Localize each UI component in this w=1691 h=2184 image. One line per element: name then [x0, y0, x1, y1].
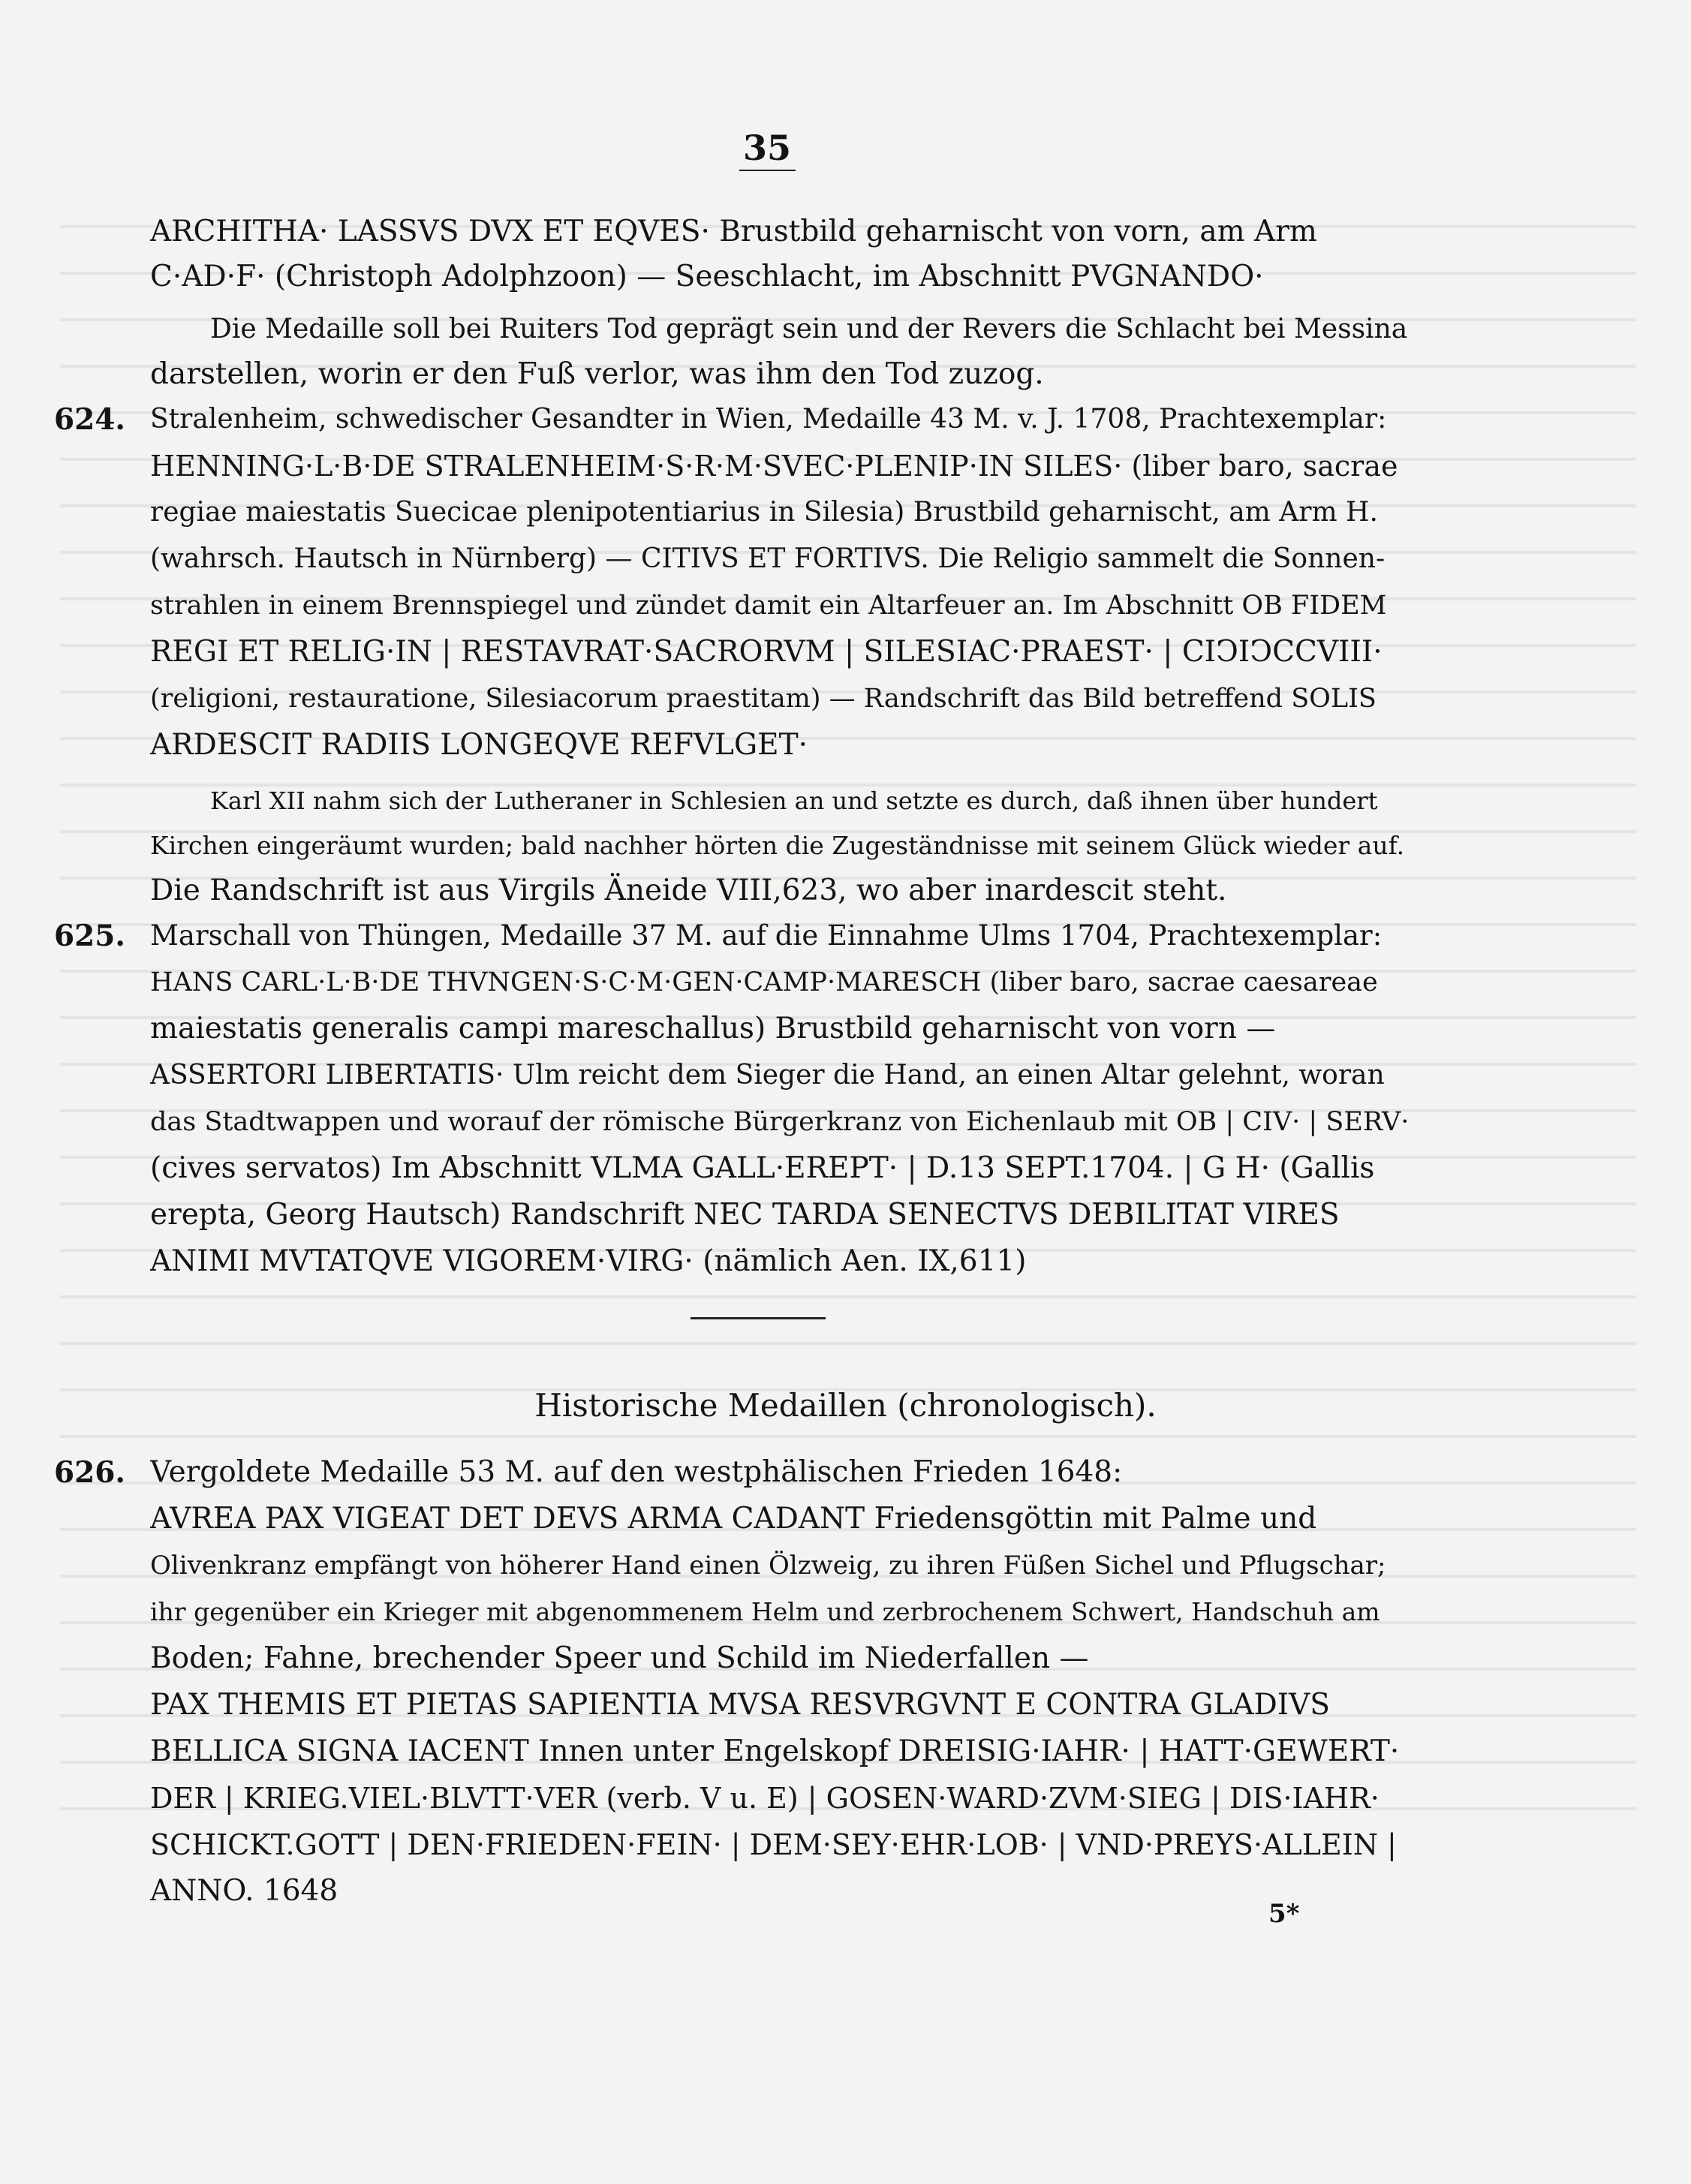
note-line: Karl XII nahm sich der Lutheraner in Schlesien an und setzte es durch, daß ihnen über hundert: [210, 787, 1378, 815]
text-line: AVREA PAX VIGEAT DET DEVS ARMA CADANT Friedensgöttin mit Palme und: [150, 1502, 1317, 1536]
text-line: HENNING·L·B·DE STRALENHEIM·S·R·M·SVEC·PLENIP·IN SILES· (liber baro, sacrae: [150, 450, 1398, 483]
text-line: ihr gegenüber ein Krieger mit abgenommenem Helm und zerbrochenem Schwert, Handschuh am: [150, 1597, 1380, 1626]
note-line: Die Randschrift ist aus Virgils Äneide VIII,623, wo aber inardescit steht.: [150, 874, 1227, 907]
text-line: maiestatis generalis campi mareschallus) Brustbild geharnischt von vorn —: [150, 1012, 1276, 1045]
section-divider: [691, 1317, 826, 1319]
entry-number: 626.: [54, 1455, 125, 1490]
text-line: PAX THEMIS ET PIETAS SAPIENTIA MVSA RESVRGVNT E CONTRA GLADIVS: [150, 1688, 1331, 1722]
text-line: regiae maiestatis Suecicae plenipotentiarius in Silesia) Brustbild geharnischt, am Arm H.: [150, 497, 1378, 528]
entry-number: 625.: [54, 919, 125, 953]
text-line: Stralenheim, schwedischer Gesandter in Wien, Medaille 43 M. v. J. 1708, Prachtexemplar:: [150, 404, 1387, 435]
text-line: ANIMI MVTATQVE VIGOREM·VIRG· (nämlich Aen. IX,611): [150, 1244, 1027, 1278]
text-line: HANS CARL·L·B·DE THVNGEN·S·C·M·GEN·CAMP·MARESCH (liber baro, sacrae caesareae: [150, 967, 1378, 997]
text-line: Olivenkranz empfängt von höherer Hand einen Ölzweig, zu ihren Füßen Sichel und Pflugschar;: [150, 1551, 1386, 1581]
note-line: darstellen, worin er den Fuß verlor, was ihm den Tod zuzog.: [150, 357, 1044, 391]
page-number-underline: [739, 170, 796, 171]
text-line: (wahrsch. Hautsch in Nürnberg) — CITIVS ET FORTIVS. Die Religio sammelt die Sonnen-: [150, 543, 1386, 574]
page-number: 35: [743, 128, 792, 168]
text-line: (religioni, restauratione, Silesiacorum praestitam) — Randschrift das Bild betreffend SOLIS: [150, 684, 1377, 714]
text-line: Vergoldete Medaille 53 M. auf den westphälischen Frieden 1648:: [150, 1455, 1123, 1489]
text-line: DER | KRIEG.VIEL·BLVTT·VER (verb. V u. E) | GOSEN·WARD·ZVM·SIEG | DIS·IAHR·: [150, 1782, 1380, 1815]
text-line: ARDESCIT RADIIS LONGEQVE REFVLGET·: [150, 728, 808, 762]
text-line: REGI ET RELIG·IN | RESTAVRAT·SACRORVM | SILESIAC·PRAEST· | CIↃIↃCCVIII·: [150, 635, 1383, 669]
text-line: ANNO. 1648: [150, 1874, 339, 1908]
text-line: Boden; Fahne, brechender Speer und Schild im Niederfallen —: [150, 1641, 1089, 1675]
text-line: SCHICKT.GOTT | DEN·FRIEDEN·FEIN· | DEM·SEY·EHR·LOB· | VND·PREYS·ALLEIN |: [150, 1828, 1397, 1861]
text-line: strahlen in einem Brennspiegel und zündet damit ein Altarfeuer an. Im Abschnitt OB FIDEM: [150, 591, 1387, 621]
section-heading: Historische Medaillen (chronologisch).: [534, 1387, 1157, 1424]
note-line: Die Medaille soll bei Ruiters Tod geprägt sein und der Revers die Schlacht bei Messina: [210, 314, 1408, 344]
entry-number: 624.: [54, 402, 125, 437]
text-line: C·AD·F· (Christoph Adolphzoon) — Seeschlacht, im Abschnitt PVGNANDO·: [150, 260, 1264, 293]
text-line: ARCHITHA· LASSVS DVX ET EQVES· Brustbild geharnischt von vorn, am Arm: [150, 215, 1317, 248]
text-line: (cives servatos) Im Abschnitt VLMA GALL·EREPT· | D.13 SEPT.1704. | G H· (Gallis: [150, 1151, 1375, 1185]
signature-mark: 5*: [1268, 1899, 1300, 1929]
text-line: Marschall von Thüngen, Medaille 37 M. auf die Einnahme Ulms 1704, Prachtexemplar:: [150, 919, 1383, 952]
text-line: ASSERTORI LIBERTATIS· Ulm reicht dem Sieger die Hand, an einen Altar gelehnt, woran: [150, 1060, 1385, 1090]
note-line: Kirchen eingeräumt wurden; bald nachher hörten die Zugeständnisse mit seinem Glück wieder auf.: [150, 831, 1405, 860]
text-line: BELLICA SIGNA IACENT Innen unter Engelskopf DREISIG·IAHR· | HATT·GEWERT·: [150, 1734, 1400, 1768]
text-line: erepta, Georg Hautsch) Randschrift NEC TARDA SENECTVS DEBILITAT VIRES: [150, 1198, 1340, 1232]
text-line: das Stadtwappen und worauf der römische Bürgerkranz von Eichenlaub mit OB | CIV· | SERV·: [150, 1107, 1410, 1137]
